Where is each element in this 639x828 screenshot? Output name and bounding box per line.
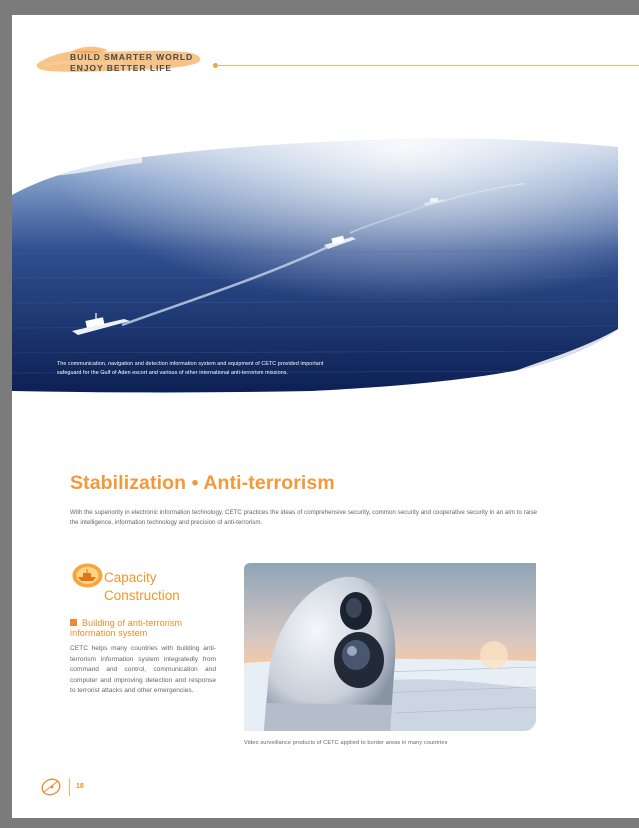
brochure-page <box>12 15 639 818</box>
hero-photo-naval-escort <box>12 133 618 395</box>
bullet-square-icon <box>70 619 77 626</box>
header-slogan <box>70 52 193 74</box>
page-number: 18 <box>76 783 84 790</box>
capacity-subtitle-text: Building of anti-terrorism information system <box>70 618 183 638</box>
capacity-subtitle <box>70 618 220 638</box>
footer-separator <box>69 778 70 796</box>
section-title: Stabilization • Anti-terrorism <box>70 472 335 494</box>
surveillance-camera-photo <box>244 563 536 731</box>
hero-caption-line-2: safeguard for the Gulf of Aden escort and various of other international anti-terrorism missions. <box>57 370 289 376</box>
ship-badge-icon <box>72 563 103 588</box>
cetc-logo-icon <box>40 777 62 797</box>
slogan-line-2: ENJOY BETTER LIFE <box>70 63 173 73</box>
slogan-line-1: BUILD SMARTER WORLD <box>70 52 194 62</box>
hero-caption <box>57 360 437 378</box>
photo-caption: Video surveillance products of CETC applied to border areas in many countries <box>244 740 448 746</box>
capacity-body: CETC helps many countries with building anti-terrorism information system integratedly from command and control, communication and computer and improving detection and response to terrorist attacks and other emergencies. <box>70 645 216 694</box>
section-intro: With the superiority in electronic information technology, CETC practices the ideas of comprehensive security, common security and cooperative security in an aim to raise the intelligence, information technology and precision of anti-terrorism. <box>70 509 537 526</box>
header-rule <box>215 65 639 66</box>
hero-caption-line-1: The communication, navigation and detection information system and equipment of CETC provided important <box>57 361 324 367</box>
capacity-title: Capacity Construction <box>104 570 180 603</box>
